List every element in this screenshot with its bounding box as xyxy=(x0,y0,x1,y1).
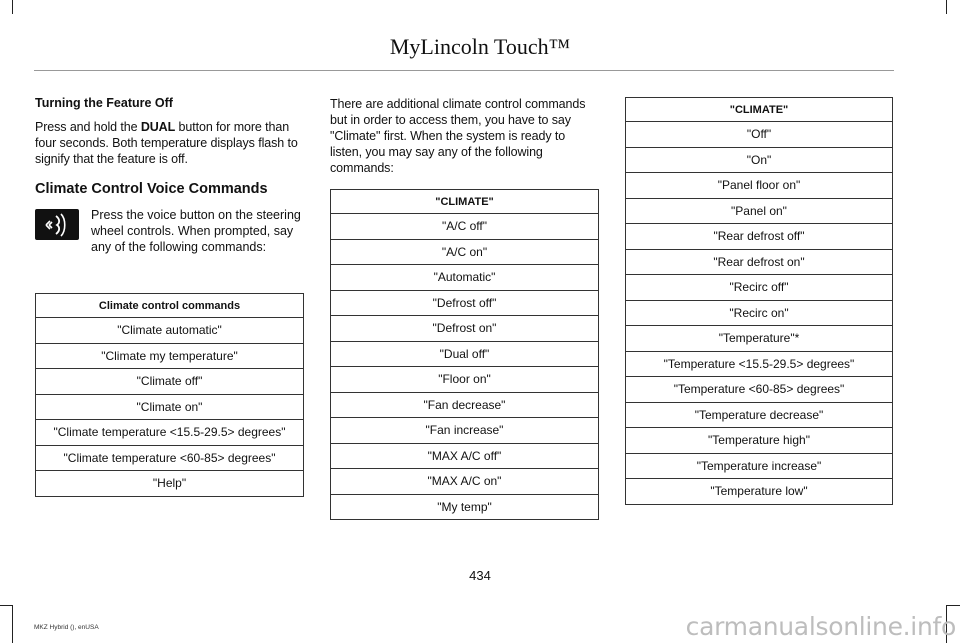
table-row xyxy=(626,249,893,275)
table-row xyxy=(36,369,304,395)
table-row xyxy=(331,392,599,418)
voice-instruction xyxy=(35,207,307,255)
voice-instruction-text: Press the voice button on the steering wheel controls. When prompted, say any of the following commands: xyxy=(91,208,301,254)
table-row xyxy=(36,445,304,471)
command-cell: "Fan increase" xyxy=(331,418,599,444)
climate-control-commands-table xyxy=(35,293,304,497)
table-row xyxy=(36,343,304,369)
command-cell: "Climate temperature <15.5-29.5> degrees" xyxy=(36,420,304,446)
table-row xyxy=(626,173,893,199)
table-row xyxy=(36,318,304,344)
command-cell: "MAX A/C off" xyxy=(331,443,599,469)
column-middle xyxy=(330,96,599,186)
text-segment: button for more than four seconds. Both temperature displays flash to signify that the feature is off. xyxy=(35,120,298,166)
table-row xyxy=(331,469,599,495)
heading-turning-off: Turning the Feature Off xyxy=(35,96,173,110)
table-row xyxy=(626,224,893,250)
table-header: Climate control commands xyxy=(36,294,304,318)
crop-mark-bottom-right-h xyxy=(946,605,960,606)
command-cell: "MAX A/C on" xyxy=(331,469,599,495)
column-left xyxy=(35,96,307,255)
command-cell: "Temperature high" xyxy=(626,428,893,454)
table-row xyxy=(36,471,304,497)
page-number: 434 xyxy=(469,568,491,583)
table-row xyxy=(36,394,304,420)
command-cell: "Recirc off" xyxy=(626,275,893,301)
command-cell: "Climate off" xyxy=(36,369,304,395)
table-row xyxy=(626,122,893,148)
command-cell: "Temperature <15.5-29.5> degrees" xyxy=(626,351,893,377)
command-cell: "Fan decrease" xyxy=(331,392,599,418)
command-cell: "Temperature increase" xyxy=(626,453,893,479)
command-cell: "Climate on" xyxy=(36,394,304,420)
command-cell: "Temperature <60-85> degrees" xyxy=(626,377,893,403)
command-cell: "Rear defrost on" xyxy=(626,249,893,275)
command-cell: "Temperature decrease" xyxy=(626,402,893,428)
climate-commands-table-2 xyxy=(625,97,893,505)
command-cell: "Help" xyxy=(36,471,304,497)
command-cell: "Panel floor on" xyxy=(626,173,893,199)
table-row xyxy=(331,290,599,316)
crop-mark-bottom-left-v xyxy=(12,605,13,643)
crop-mark-top-left-v xyxy=(12,0,13,14)
crop-mark-bottom-left-h xyxy=(0,605,13,606)
command-cell: "On" xyxy=(626,147,893,173)
command-cell: "Temperature low" xyxy=(626,479,893,505)
table-row xyxy=(331,341,599,367)
table-row xyxy=(331,443,599,469)
table-row xyxy=(626,402,893,428)
table-row xyxy=(626,198,893,224)
climate-commands-table-1 xyxy=(330,189,599,520)
command-cell: "Rear defrost off" xyxy=(626,224,893,250)
command-cell: "Climate temperature <60-85> degrees" xyxy=(36,445,304,471)
table-row xyxy=(331,239,599,265)
table-row xyxy=(626,147,893,173)
table-row xyxy=(626,479,893,505)
table-row xyxy=(626,453,893,479)
command-cell: "Defrost off" xyxy=(331,290,599,316)
page-title: MyLincoln Touch™ xyxy=(389,34,571,59)
command-cell: "Dual off" xyxy=(331,341,599,367)
table-row xyxy=(626,428,893,454)
table-row xyxy=(331,494,599,520)
command-cell: "My temp" xyxy=(331,494,599,520)
table-row xyxy=(36,420,304,446)
table-row xyxy=(626,275,893,301)
command-cell: "Off" xyxy=(626,122,893,148)
command-cell: "Recirc on" xyxy=(626,300,893,326)
table-header: "CLIMATE" xyxy=(331,190,599,214)
table-row xyxy=(626,351,893,377)
table-row xyxy=(626,326,893,352)
watermark: carmanualsonline.info xyxy=(685,612,956,641)
command-cell: "Climate my temperature" xyxy=(36,343,304,369)
header-divider xyxy=(34,70,894,71)
paragraph-additional-commands: There are additional climate control commands but in order to access them, you have to say "Climate" first. When the system is ready to listen, you may say any of the following commands: xyxy=(330,97,586,175)
crop-mark-top-right-v xyxy=(946,0,947,14)
table-row xyxy=(331,418,599,444)
command-cell: "A/C off" xyxy=(331,214,599,240)
footer-model-code: MKZ Hybrid (), enUSA xyxy=(34,624,99,631)
command-cell: "Climate automatic" xyxy=(36,318,304,344)
table-row xyxy=(331,367,599,393)
command-cell: "Defrost on" xyxy=(331,316,599,342)
voice-command-icon xyxy=(35,209,79,240)
table-row xyxy=(331,265,599,291)
command-cell: "Temperature"* xyxy=(626,326,893,352)
table-row xyxy=(626,300,893,326)
table-row xyxy=(626,377,893,403)
table-row xyxy=(331,214,599,240)
paragraph-turning-off xyxy=(35,119,307,167)
command-cell: "Panel on" xyxy=(626,198,893,224)
command-cell: "A/C on" xyxy=(331,239,599,265)
section-heading-voice-commands: Climate Control Voice Commands xyxy=(35,181,268,197)
table-header: "CLIMATE" xyxy=(626,98,893,122)
text-segment: Press and hold the xyxy=(35,120,141,134)
table-row xyxy=(331,316,599,342)
command-cell: "Automatic" xyxy=(331,265,599,291)
dual-button-label: DUAL xyxy=(140,120,176,134)
command-cell: "Floor on" xyxy=(331,367,599,393)
